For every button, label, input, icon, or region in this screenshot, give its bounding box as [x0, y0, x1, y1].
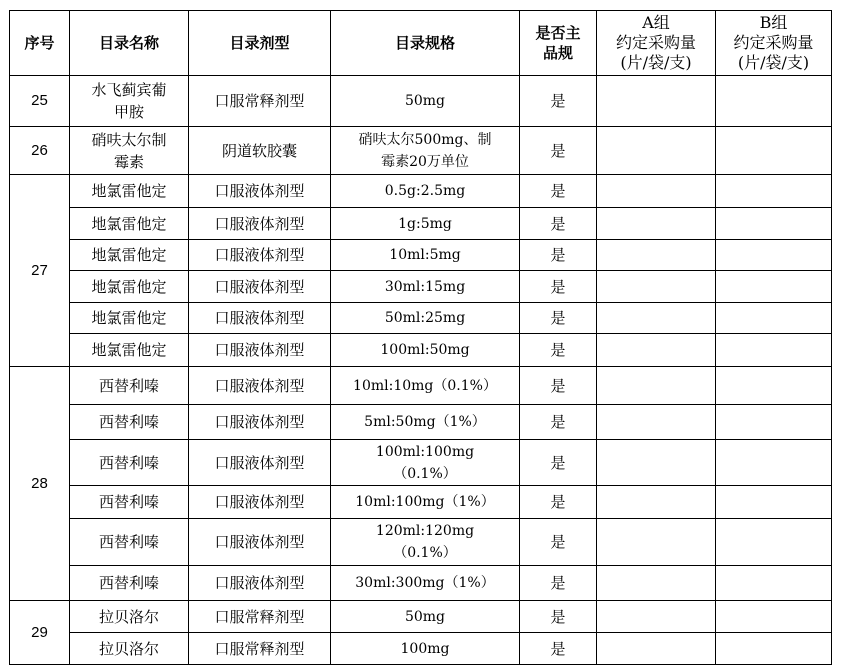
cell-name: 水飞蓟宾葡 甲胺 — [70, 76, 189, 127]
cell-main: 是 — [520, 271, 597, 303]
cell-group-a — [597, 334, 716, 367]
cell-form: 口服液体剂型 — [189, 175, 331, 208]
table-row — [10, 334, 832, 367]
cell-group-b — [716, 519, 832, 566]
cell-group-a — [597, 271, 716, 303]
cell-name: 西替利嗪 — [70, 440, 189, 486]
cell-group-a — [597, 367, 716, 405]
cell-name: 西替利嗪 — [70, 566, 189, 601]
cell-seq: 27 — [10, 175, 70, 367]
table-row — [10, 303, 832, 334]
cell-name: 西替利嗪 — [70, 519, 189, 566]
cell-form: 口服常释剂型 — [189, 633, 331, 665]
cell-spec: 50mg — [331, 76, 520, 127]
cell-form: 口服液体剂型 — [189, 566, 331, 601]
cell-group-b — [716, 601, 832, 633]
cell-group-a — [597, 633, 716, 665]
table-row — [10, 175, 832, 208]
cell-form: 阴道软胶囊 — [189, 127, 331, 175]
table-row — [10, 519, 832, 566]
cell-main: 是 — [520, 566, 597, 601]
cell-spec: 5ml:50mg（1%） — [331, 405, 520, 440]
table-row — [10, 240, 832, 271]
header-group-a: A组 约定采购量 (片/袋/支) — [597, 11, 716, 76]
cell-spec: 100ml:50mg — [331, 334, 520, 367]
table-row — [10, 633, 832, 665]
cell-form: 口服液体剂型 — [189, 519, 331, 566]
cell-main: 是 — [520, 367, 597, 405]
cell-main: 是 — [520, 303, 597, 334]
cell-group-b — [716, 367, 832, 405]
header-group-b: B组 约定采购量 (片/袋/支) — [716, 11, 832, 76]
cell-name: 地氯雷他定 — [70, 271, 189, 303]
cell-name: 西替利嗪 — [70, 405, 189, 440]
cell-seq: 29 — [10, 601, 70, 665]
cell-group-b — [716, 271, 832, 303]
cell-seq: 25 — [10, 76, 70, 127]
cell-group-b — [716, 405, 832, 440]
cell-group-b — [716, 208, 832, 240]
cell-spec: 50ml:25mg — [331, 303, 520, 334]
cell-group-b — [716, 303, 832, 334]
cell-group-b — [716, 127, 832, 175]
cell-main: 是 — [520, 440, 597, 486]
table-row — [10, 367, 832, 405]
cell-name: 拉贝洛尔 — [70, 633, 189, 665]
cell-main: 是 — [520, 633, 597, 665]
cell-spec: 100mg — [331, 633, 520, 665]
cell-form: 口服常释剂型 — [189, 601, 331, 633]
header-row — [10, 11, 832, 76]
cell-group-a — [597, 601, 716, 633]
cell-spec: 30ml:300mg（1%） — [331, 566, 520, 601]
cell-group-b — [716, 633, 832, 665]
cell-group-a — [597, 519, 716, 566]
cell-main: 是 — [520, 175, 597, 208]
cell-main: 是 — [520, 601, 597, 633]
cell-group-a — [597, 440, 716, 486]
header-main: 是否主 品规 — [520, 11, 597, 76]
cell-name: 地氯雷他定 — [70, 175, 189, 208]
cell-seq: 26 — [10, 127, 70, 175]
cell-form: 口服常释剂型 — [189, 76, 331, 127]
table-row — [10, 486, 832, 519]
cell-spec: 0.5g:2.5mg — [331, 175, 520, 208]
table-row — [10, 405, 832, 440]
cell-form: 口服液体剂型 — [189, 367, 331, 405]
cell-name: 西替利嗪 — [70, 367, 189, 405]
cell-group-a — [597, 76, 716, 127]
cell-spec: 10ml:5mg — [331, 240, 520, 271]
cell-group-a — [597, 208, 716, 240]
cell-form: 口服液体剂型 — [189, 271, 331, 303]
cell-group-a — [597, 303, 716, 334]
cell-main: 是 — [520, 240, 597, 271]
cell-spec: 1g:5mg — [331, 208, 520, 240]
cell-main: 是 — [520, 519, 597, 566]
cell-group-b — [716, 240, 832, 271]
cell-name: 地氯雷他定 — [70, 208, 189, 240]
cell-group-b — [716, 440, 832, 486]
procurement-table — [9, 10, 832, 665]
cell-group-a — [597, 127, 716, 175]
table-row — [10, 601, 832, 633]
table-row — [10, 127, 832, 175]
cell-group-b — [716, 486, 832, 519]
cell-main: 是 — [520, 334, 597, 367]
cell-name: 拉贝洛尔 — [70, 601, 189, 633]
table-row — [10, 440, 832, 486]
cell-form: 口服液体剂型 — [189, 240, 331, 271]
cell-spec: 50mg — [331, 601, 520, 633]
cell-name: 地氯雷他定 — [70, 334, 189, 367]
cell-group-a — [597, 405, 716, 440]
cell-form: 口服液体剂型 — [189, 208, 331, 240]
table-row — [10, 271, 832, 303]
cell-spec: 10ml:100mg（1%） — [331, 486, 520, 519]
cell-main: 是 — [520, 405, 597, 440]
cell-form: 口服液体剂型 — [189, 334, 331, 367]
cell-spec: 100ml:100mg （0.1%） — [331, 440, 520, 486]
cell-main: 是 — [520, 208, 597, 240]
table-row — [10, 76, 832, 127]
cell-seq: 28 — [10, 367, 70, 601]
cell-name: 地氯雷他定 — [70, 303, 189, 334]
cell-spec: 硝呋太尔500mg、制 霉素20万单位 — [331, 127, 520, 175]
cell-group-a — [597, 486, 716, 519]
cell-spec: 10ml:10mg（0.1%） — [331, 367, 520, 405]
cell-form: 口服液体剂型 — [189, 405, 331, 440]
header-form: 目录剂型 — [189, 11, 331, 76]
cell-group-a — [597, 240, 716, 271]
cell-form: 口服液体剂型 — [189, 440, 331, 486]
table-row — [10, 208, 832, 240]
cell-group-b — [716, 566, 832, 601]
cell-group-a — [597, 175, 716, 208]
cell-form: 口服液体剂型 — [189, 303, 331, 334]
cell-main: 是 — [520, 76, 597, 127]
cell-group-b — [716, 334, 832, 367]
cell-group-b — [716, 175, 832, 208]
cell-name: 地氯雷他定 — [70, 240, 189, 271]
cell-main: 是 — [520, 127, 597, 175]
cell-form: 口服液体剂型 — [189, 486, 331, 519]
header-seq: 序号 — [10, 11, 70, 76]
cell-spec: 30ml:15mg — [331, 271, 520, 303]
header-name: 目录名称 — [70, 11, 189, 76]
cell-group-b — [716, 76, 832, 127]
cell-main: 是 — [520, 486, 597, 519]
table-row — [10, 566, 832, 601]
cell-group-a — [597, 566, 716, 601]
cell-name: 西替利嗪 — [70, 486, 189, 519]
cell-spec: 120ml:120mg （0.1%） — [331, 519, 520, 566]
cell-name: 硝呋太尔制 霉素 — [70, 127, 189, 175]
header-spec: 目录规格 — [331, 11, 520, 76]
